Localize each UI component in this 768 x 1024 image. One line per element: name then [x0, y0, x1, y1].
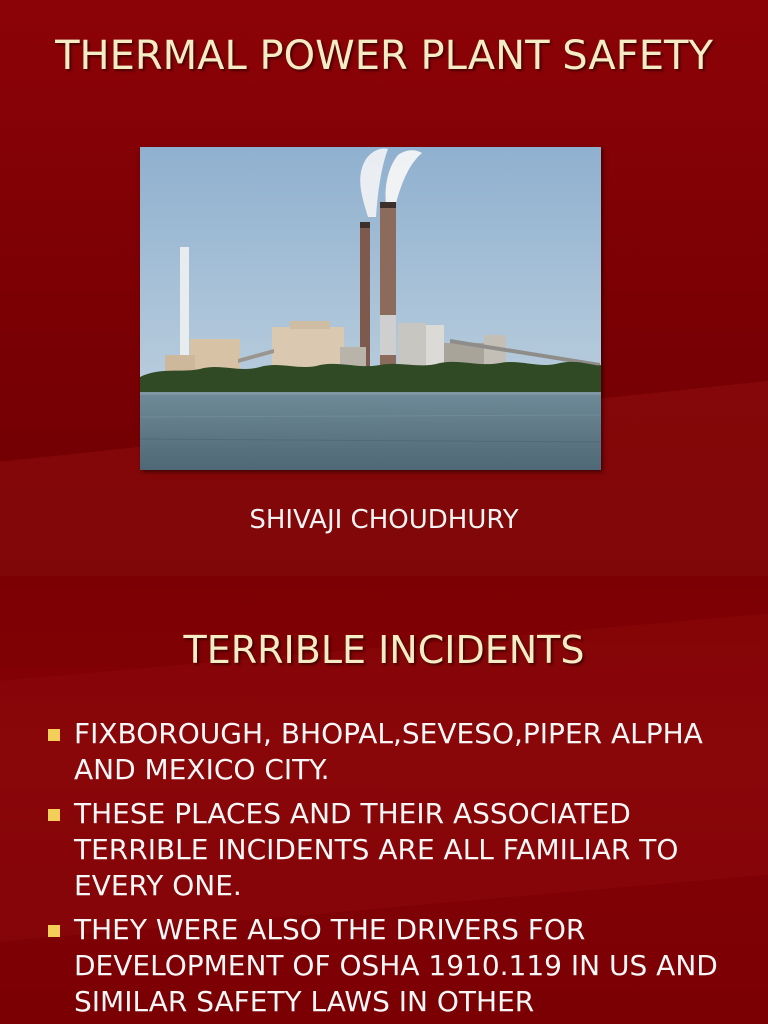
square-bullet-icon — [48, 809, 60, 821]
author-name: SHIVAJI CHOUDHURY — [249, 505, 519, 535]
slide-2 — [0, 576, 768, 1024]
power-plant-photo — [140, 147, 601, 470]
bullet-text: FIXBOROUGH, BHOPAL,SEVESO,PIPER ALPHA AND MEXICO CITY. — [74, 717, 703, 786]
bullet-item — [48, 912, 748, 1020]
square-bullet-icon — [48, 925, 60, 937]
square-bullet-icon — [48, 729, 60, 741]
slide-1-title: THERMAL POWER PLANT SAFETY — [55, 33, 713, 79]
bullet-text: THEY WERE ALSO THE DRIVERS FOR DEVELOPMENT OF OSHA 1910.119 IN US AND SIMILAR SAFETY LAWS IN OTHER — [74, 913, 718, 1018]
bullet-item — [48, 716, 748, 788]
bullet-text: THESE PLACES AND THEIR ASSOCIATED TERRIBLE INCIDENTS ARE ALL FAMILIAR TO EVERY ONE. — [74, 797, 679, 902]
slide-2-title: TERRIBLE INCIDENTS — [183, 628, 585, 672]
bullet-item — [48, 796, 748, 904]
bullet-list — [48, 716, 748, 1024]
